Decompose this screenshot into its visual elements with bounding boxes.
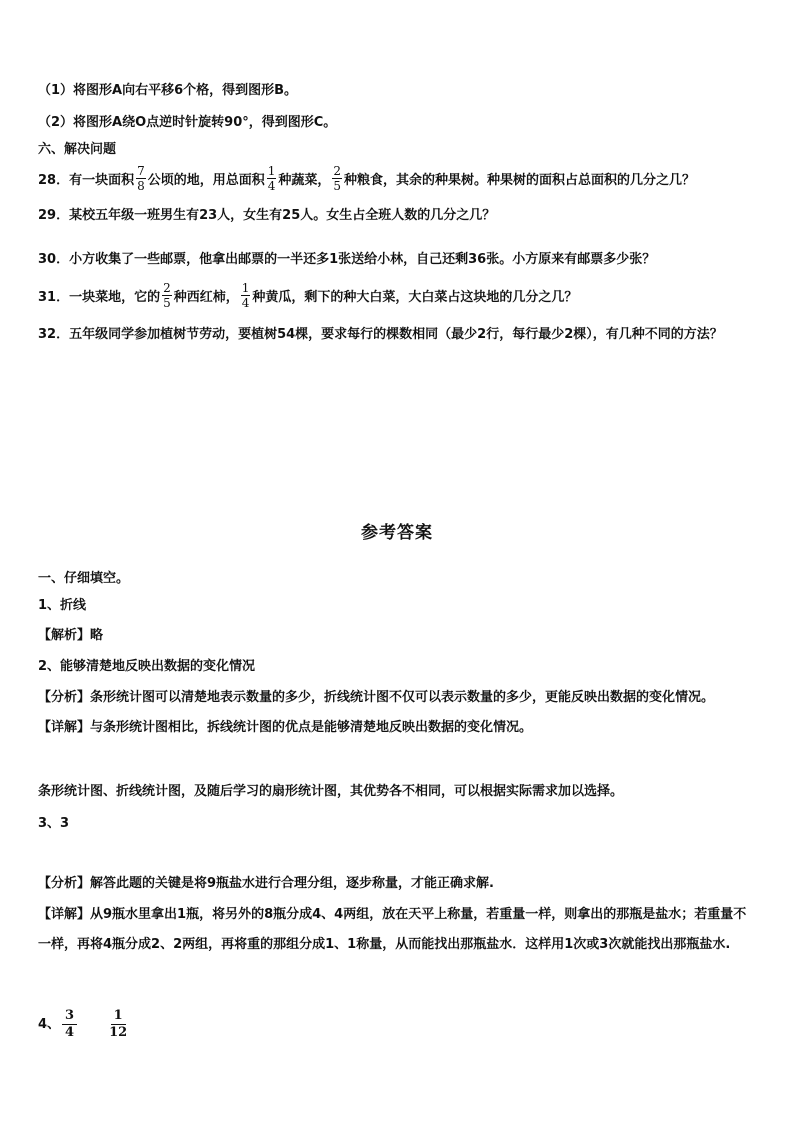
answer-4-fraction-2: $\frac{1}{12}$ xyxy=(109,1008,128,1040)
q28-text-1: 28．有一块面积 xyxy=(38,173,135,188)
q31-fraction-1: $\frac{2}{5}$ xyxy=(163,281,171,310)
q28-text-3: 种蔬菜， xyxy=(278,173,331,188)
question-28 xyxy=(38,166,695,195)
answer-3-detail: 【详解】从9瓶水里拿出1瓶，将另外的8瓶分成4、4两组，放在天平上称量，若重量一样，则拿出的那瓶是盐水；若重量不一样，再将4瓶分成2、2两组，再将重的那组分成1、1称量，从而能找出那瓶盐水．这样用1次或3次就能找出那瓶盐水. xyxy=(38,907,747,952)
answer-4-fraction-1: $\frac{3}{4}$ xyxy=(62,1008,77,1041)
q28-text-4: 种粮食，其余的种果树。种果树的面积占总面积的几分之几？ xyxy=(344,173,696,188)
answer-3-analysis: 【分析】解答此题的关键是将9瓶盐水进行合理分组，逐步称量，才能正确求解. xyxy=(38,876,494,891)
question-30: 30．小方收集了一些邮票，他拿出邮票的一半还多1张送给小林，自己还剩36张。小方原来有邮票多少张？ xyxy=(38,252,656,267)
question-31 xyxy=(38,283,577,312)
answers-section-fill-blanks: 一、仔细填空。 xyxy=(38,571,130,586)
answer-3: 3、3 xyxy=(38,816,70,831)
answer-2: 2、能够清楚地反映出数据的变化情况 xyxy=(38,659,256,674)
answer-4 xyxy=(38,1008,137,1042)
q28-fraction-3: $\frac{2}{5}$ xyxy=(333,164,342,193)
q31-fraction-2: $\frac{1}{4}$ xyxy=(241,281,250,310)
q31-text-3: 种黄瓜，剩下的种大白菜，大白菜占这块地的几分之几？ xyxy=(252,290,578,305)
q28-fraction-1: $\frac{7}{8}$ xyxy=(137,164,145,193)
q31-text-1: 31．一块菜地，它的 xyxy=(38,290,161,305)
answer-2-detail: 【详解】与条形统计图相比，拆线统计图的优点是能够清楚地反映出数据的变化情况。 xyxy=(38,720,533,735)
question-2: （2）将图形A绕O点逆时针旋转90°，得到图形C。 xyxy=(38,115,337,130)
answer-2-analysis: 【分析】条形统计图可以清楚地表示数量的多少，折线统计图不仅可以表示数量的多少，更能反映出数据的变化情况。 xyxy=(38,690,715,705)
answer-2-note: 条形统计图、折线统计图，及随后学习的扇形统计图，其优势各不相同，可以根据实际需求加以选择。 xyxy=(38,784,624,799)
question-1: （1）将图形A向右平移6个格，得到图形B。 xyxy=(38,83,298,98)
q28-fraction-2: $\frac{1}{4}$ xyxy=(267,164,276,193)
answer-1-analysis: 【解析】略 xyxy=(38,628,104,643)
q28-text-2: 公顷的地，用总面积 xyxy=(147,173,265,188)
question-32: 32．五年级同学参加植树节劳动，要植树54棵，要求每行的棵数相同（最少2行，每行最少2棵），有几种不同的方法？ xyxy=(38,327,723,342)
q31-text-2: 种西红柿， xyxy=(173,290,239,305)
answer-4-label: 4、 xyxy=(38,1017,61,1032)
answer-1: 1、折线 xyxy=(38,598,87,613)
answers-title: 参考答案 xyxy=(361,523,433,543)
section-heading-solve-problems: 六、解决问题 xyxy=(38,142,117,157)
question-29: 29．某校五年级一班男生有23人，女生有25人。女生占全班人数的几分之几？ xyxy=(38,208,496,223)
